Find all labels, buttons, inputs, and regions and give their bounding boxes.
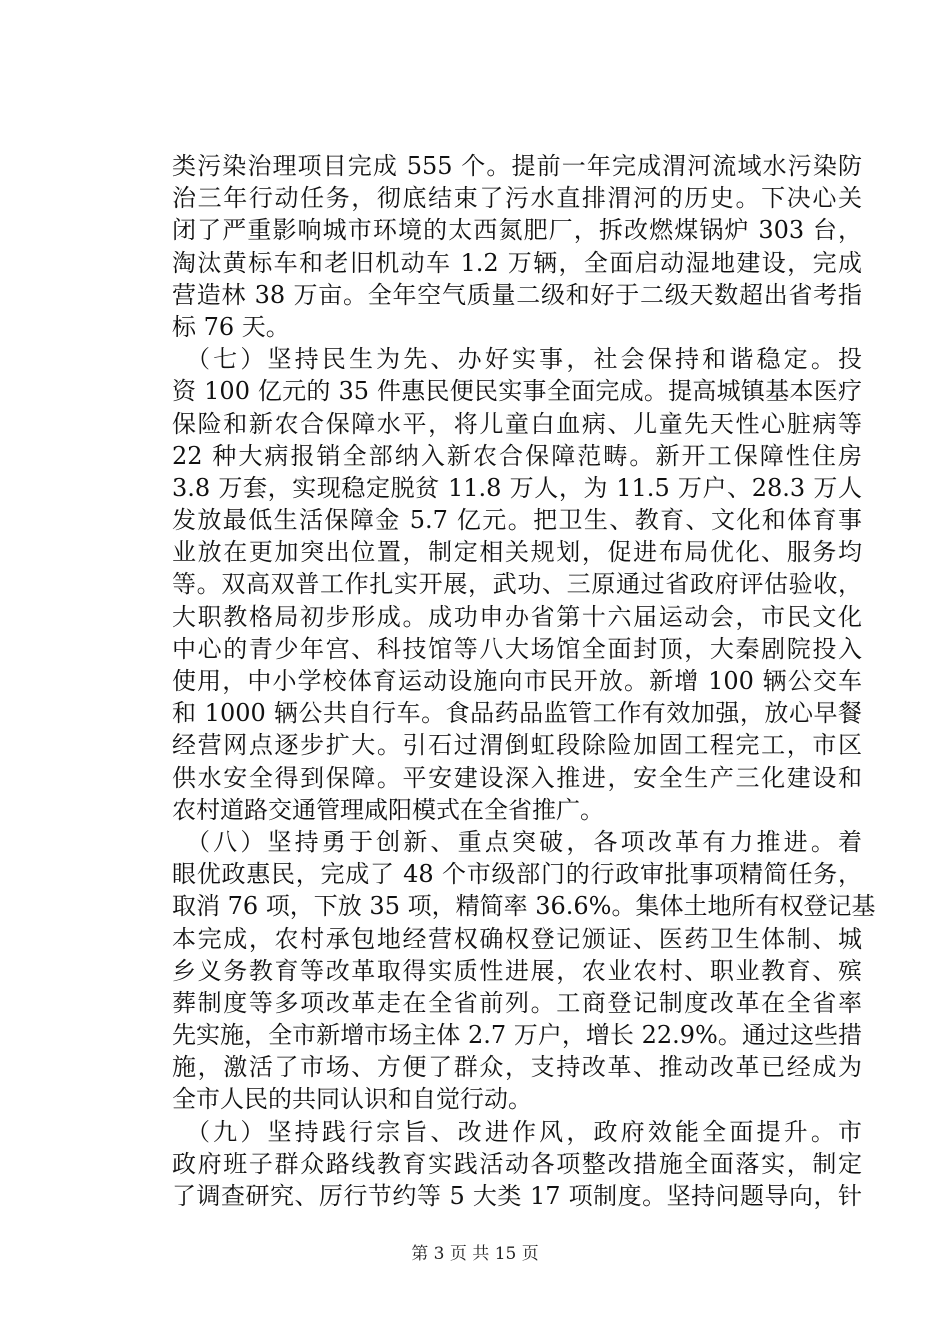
text-line: 全市人民的共同认识和自觉行动。 bbox=[172, 1085, 532, 1114]
paragraph-start-line: （八）坚持勇于创新、重点突破，各项改革有力推进。着 bbox=[186, 827, 862, 856]
text-line: 本完成，农村承包地经营权确权登记颁证、医药卫生体制、城 bbox=[172, 924, 862, 953]
text-line: 先实施，全市新增市场主体 2.7 万户，增长 22.9%。通过这些措 bbox=[172, 1021, 862, 1050]
body-text bbox=[172, 150, 876, 1212]
text-line: 葬制度等多项改革走在全省前列。工商登记制度改革在全省率 bbox=[172, 988, 862, 1017]
text-line: 取消 76 项，下放 35 项，精简率 36.6%。集体土地所有权登记基 bbox=[172, 892, 876, 921]
text-line: 眼优政惠民，完成了 48 个市级部门的行政审批事项精简任务， bbox=[172, 860, 862, 889]
text-line: 类污染治理项目完成 555 个。提前一年完成渭河流域水污染防 bbox=[172, 152, 862, 180]
text-line: 供水安全得到保障。平安建设深入推进，安全生产三化建设和 bbox=[172, 763, 862, 792]
text-line: 大职教格局初步形成。成功申办省第十六届运动会，市民文化 bbox=[172, 602, 862, 631]
text-line: 和 1000 辆公共自行车。食品药品监管工作有效加强，放心早餐 bbox=[172, 699, 862, 728]
text-line: 22 种大病报销全部纳入新农合保障范畴。新开工保障性住房 bbox=[172, 441, 862, 470]
paragraph-start-line: （九）坚持践行宗旨、改进作风，政府效能全面提升。市 bbox=[186, 1117, 862, 1146]
text-line: 等。双高双普工作扎实开展，武功、三原通过省政府评估验收， bbox=[172, 570, 862, 599]
text-line: 保险和新农合保障水平，将儿童白血病、儿童先天性心脏病等 bbox=[172, 409, 862, 438]
page-number-footer: 第 3 页 共 15 页 bbox=[411, 1244, 539, 1264]
text-line: 淘汰黄标车和老旧机动车 1.2 万辆，全面启动湿地建设，完成 bbox=[172, 248, 862, 277]
text-line: 中心的青少年宫、科技馆等八大场馆全面封顶，大秦剧院投入 bbox=[172, 634, 862, 663]
text-line: 营造林 38 万亩。全年空气质量二级和好于二级天数超出省考指 bbox=[172, 280, 862, 309]
text-line: 政府班子群众路线教育实践活动各项整改措施全面落实，制定 bbox=[172, 1149, 862, 1178]
text-line: 3.8 万套，实现稳定脱贫 11.8 万人，为 11.5 万户、28.3 万人 bbox=[172, 473, 862, 502]
text-line: 闭了严重影响城市环境的太西氮肥厂，拆改燃煤锅炉 303 台， bbox=[172, 216, 862, 245]
text-line: 标 76 天。 bbox=[172, 312, 290, 341]
text-line: 业放在更加突出位置，制定相关规划，促进布局优化、服务均 bbox=[172, 538, 862, 567]
text-line: 了调查研究、厉行节约等 5 大类 17 项制度。坚持问题导向，针 bbox=[172, 1182, 862, 1210]
text-line: 经营网点逐步扩大。引石过渭倒虹段除险加固工程完工，市区 bbox=[172, 731, 862, 760]
text-line: 发放最低生活保障金 5.7 亿元。把卫生、教育、文化和体育事 bbox=[172, 506, 862, 535]
text-line: 治三年行动任务，彻底结束了污水直排渭河的历史。下决心关 bbox=[172, 184, 862, 213]
text-line: 农村道路交通管理咸阳模式在全省推广。 bbox=[172, 795, 604, 824]
paragraph-start-line: （七）坚持民生为先、办好实事，社会保持和谐稳定。投 bbox=[186, 345, 862, 374]
text-line: 乡义务教育等改革取得实质性进展，农业农村、职业教育、殡 bbox=[172, 956, 862, 985]
text-line: 资 100 亿元的 35 件惠民便民实事全面完成。提高城镇基本医疗 bbox=[172, 377, 862, 406]
text-line: 施，激活了市场、方便了群众，支持改革、推动改革已经成为 bbox=[172, 1053, 862, 1082]
text-line: 使用，中小学校体育运动设施向市民开放。新增 100 辆公交车 bbox=[172, 667, 862, 695]
